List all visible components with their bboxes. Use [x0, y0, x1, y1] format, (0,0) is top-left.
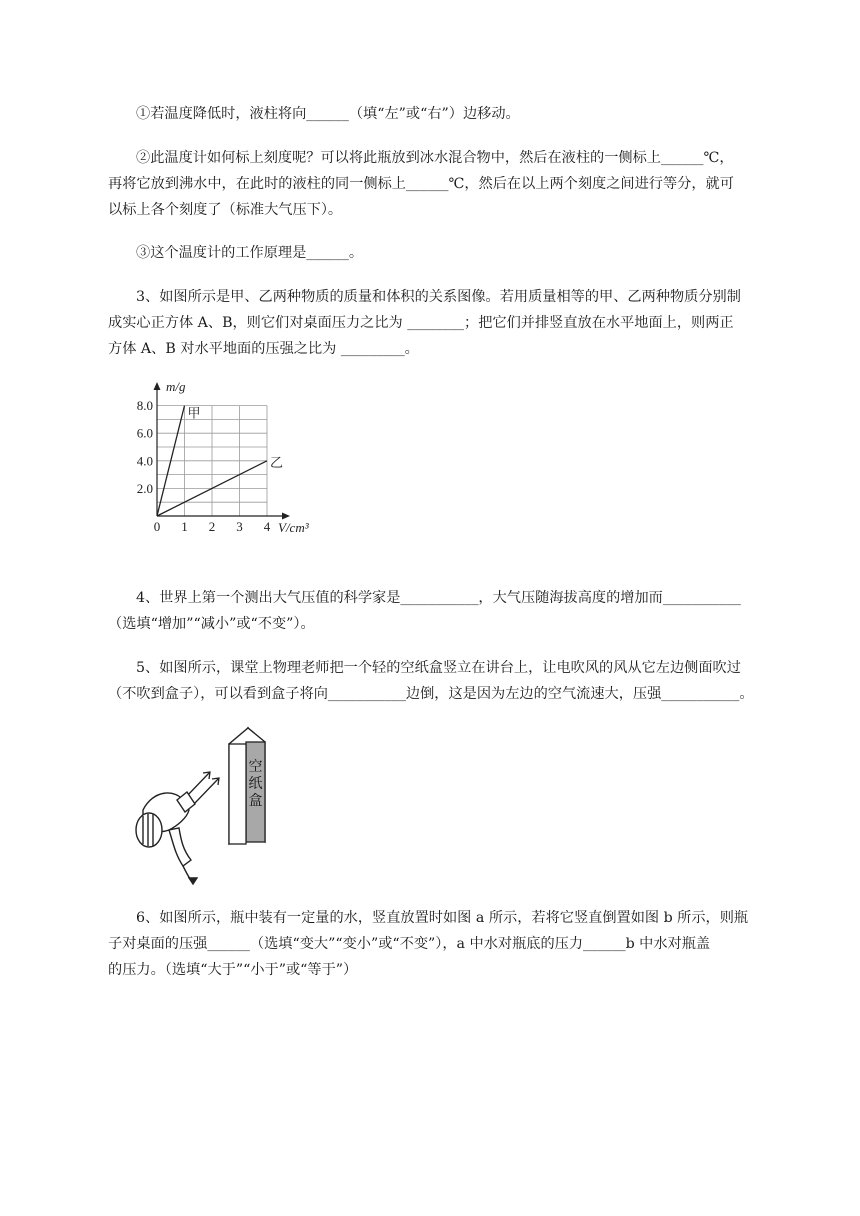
text-line: 3、如图所示是甲、乙两种物质的质量和体积的关系图像。若用质量相等的甲、乙两种物质分别制 — [136, 289, 741, 305]
y-axis-arrow — [154, 382, 161, 390]
q2-part1 — [108, 101, 804, 127]
y-tick-label: 2.0 — [136, 480, 153, 496]
hair-dryer-icon — [136, 792, 197, 884]
box-label-panel — [246, 742, 265, 842]
series-label: 甲 — [187, 405, 201, 421]
box-label-char: 纸 — [248, 777, 263, 792]
text-line: 子对桌面的压强______（选填“变大”“变小”或“不变”），a 中水对瓶底的压力______b 中水对瓶盖 — [108, 936, 711, 952]
text-line: 方体 A、B 对水平地面的压强之比为 _________。 — [108, 341, 419, 357]
box-label-char: 空 — [248, 760, 263, 775]
text-line: ②此温度计如何标上刻度呢？可以将此瓶放到冰水混合物中，然后在液柱的一侧标上______℃， — [136, 150, 734, 166]
text-line: ①若温度降低时，液柱将向______（填“左”或“右”）边移动。 — [136, 106, 520, 122]
question-4 — [108, 585, 804, 637]
box-label-char: 盒 — [248, 794, 263, 809]
x-tick-label: 1 — [181, 519, 188, 534]
text-line: 成实心正方体 A、B，则它们对桌面压力之比为 ________；把它们并排竖直放在水平地面上，则两正 — [108, 315, 734, 331]
text-line: （选填“增加”“减小”或“不变”）。 — [108, 616, 315, 632]
x-axis-label: V/cm³ — [278, 520, 309, 535]
x-tick-label: 2 — [208, 519, 216, 534]
text-line: 的压力。（选填“大于”“小于”或“等于”） — [108, 962, 358, 978]
box-front — [229, 744, 246, 844]
y-tick-label: 6.0 — [136, 425, 153, 441]
hair-dryer-box-figure — [125, 718, 275, 886]
text-line: 4、世界上第一个测出大气压值的科学家是___________，大气压随海拔高度的增加而___________ — [136, 590, 741, 606]
x-tick-label: 4 — [263, 519, 271, 534]
y-axis-label: m/g — [166, 379, 186, 394]
question-3 — [108, 284, 804, 362]
y-tick-label: 4.0 — [136, 453, 153, 469]
q2-part3 — [108, 240, 804, 266]
wind-arrow-line — [194, 778, 219, 804]
x-tick-label: 0 — [153, 519, 161, 534]
x-tick-label: 3 — [236, 519, 243, 534]
text-line: 再将它放到沸水中，在此时的液柱的同一侧标上______℃，然后在以上两个刻度之间进行等分，就可 — [108, 176, 734, 192]
text-line: 以标上各个刻度了（标准大气压下）。 — [108, 202, 343, 218]
chart-grid — [157, 406, 267, 516]
mass-volume-chart — [130, 376, 330, 541]
text-line: ③这个温度计的工作原理是______。 — [136, 245, 364, 261]
y-tick-label: 8.0 — [136, 398, 153, 414]
q2-part2 — [108, 145, 804, 223]
question-6 — [108, 905, 804, 983]
chart-axes — [154, 382, 291, 520]
question-5 — [108, 655, 804, 707]
text-line: 6、如图所示，瓶中装有一定量的水，竖直放置时如图 a 所示，若将它竖直倒置如图 b 所示，则瓶 — [136, 910, 749, 926]
text-line: （不吹到盒子），可以看到盒子将向___________边倒，这是因为左边的空气流速大，压强___________。 — [108, 686, 754, 702]
text-line: 5、如图所示，课堂上物理老师把一个轻的空纸盒竖立在讲台上，让电吹风的风从它左边侧面吹过 — [136, 660, 741, 676]
series-label: 乙 — [270, 454, 284, 470]
x-axis-arrow — [282, 513, 290, 520]
